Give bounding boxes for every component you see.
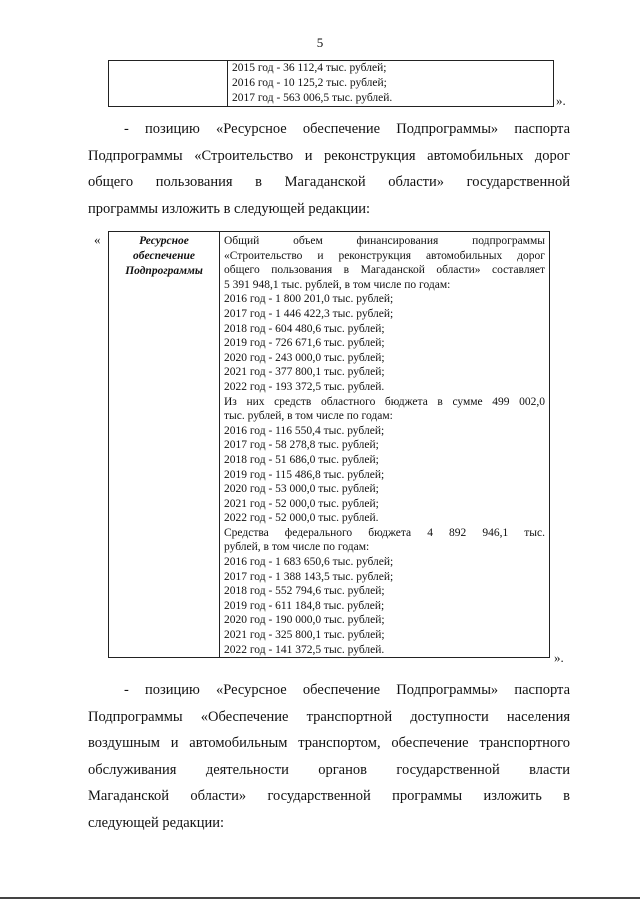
paragraph-line: следующей редакции: <box>88 814 225 831</box>
resource-header-cell <box>109 232 220 658</box>
content-line: 2020 год - 53 000,0 тыс. рублей; <box>224 483 379 496</box>
table1-line: 2016 год - 10 125,2 тыс. рублей; <box>232 77 387 89</box>
content-line: 2021 год - 52 000,0 тыс. рублей; <box>224 497 379 510</box>
header-line: Ресурсное <box>139 235 189 247</box>
content-line: 2020 год - 243 000,0 тыс. рублей; <box>224 351 385 364</box>
paragraph-line: обслуживания деятельности органов государственной власти <box>88 761 570 778</box>
continuation-left-cell <box>109 61 228 107</box>
continuation-right-cell <box>228 61 554 107</box>
content-line: 2017 год - 1 446 422,3 тыс. рублей; <box>224 307 394 320</box>
resource-table <box>108 231 550 658</box>
page-number: 5 <box>316 35 324 50</box>
content-line: 2020 год - 190 000,0 тыс. рублей; <box>224 614 385 627</box>
content-line: Средства федерального бюджета 4 892 946,1 тыс. <box>224 526 545 539</box>
paragraph-line: Магаданской области» государственной программы изложить в <box>88 788 570 804</box>
paragraph-1 <box>88 116 570 222</box>
content-line: 2021 год - 325 800,1 тыс. рублей; <box>224 629 385 642</box>
content-line: 2019 год - 115 486,8 тыс. рублей; <box>224 468 385 481</box>
content-line: 2021 год - 377 800,1 тыс. рублей; <box>224 366 385 379</box>
content-line: 2022 год - 193 372,5 тыс. рублей. <box>224 380 385 393</box>
table1-close-quote: ». <box>556 93 566 108</box>
continuation-table <box>108 60 554 107</box>
content-line: 2018 год - 552 794,6 тыс. рублей; <box>224 585 385 598</box>
header-line: обеспечение <box>133 250 195 262</box>
content-line: общего пользования в Магаданской области» составляет <box>224 264 545 277</box>
table1-line: 2015 год - 36 112,4 тыс. рублей; <box>232 62 387 74</box>
paragraph-line: воздушным и автомобильным транспортом, обеспечение транспортного <box>88 735 570 751</box>
paragraph-line: - позицию «Ресурсное обеспечение Подпрограммы» паспорта <box>124 682 570 698</box>
content-line: Из них средств областного бюджета в сумме 499 002,0 <box>224 395 545 408</box>
content-line: рублей, в том числе по годам: <box>224 541 370 554</box>
content-line: 2016 год - 1 683 650,6 тыс. рублей; <box>224 556 394 569</box>
paragraph-2 <box>88 677 570 836</box>
content-line: 2017 год - 58 278,8 тыс. рублей; <box>224 439 379 452</box>
content-line: 2022 год - 52 000,0 тыс. рублей. <box>224 512 379 525</box>
resource-content-cell <box>220 232 550 658</box>
content-line: 2018 год - 51 686,0 тыс. рублей; <box>224 453 379 466</box>
content-line: «Строительство и реконструкция автомобильных дорог <box>224 249 545 262</box>
content-line: 2018 год - 604 480,6 тыс. рублей; <box>224 322 385 335</box>
content-line: 2016 год - 116 550,4 тыс. рублей; <box>224 424 385 437</box>
table1-line: 2017 год - 563 006,5 тыс. рублей. <box>232 92 393 104</box>
content-line: 5 391 948,1 тыс. рублей, в том числе по годам: <box>224 278 451 291</box>
content-line: 2017 год - 1 388 143,5 тыс. рублей; <box>224 570 394 583</box>
paragraph-line: Подпрограммы «Строительство и реконструкция автомобильных дорог <box>88 147 570 164</box>
table2-open-quote: « <box>94 232 101 247</box>
content-line: 2022 год - 141 372,5 тыс. рублей. <box>224 643 385 656</box>
paragraph-line: - позицию «Ресурсное обеспечение Подпрограммы» паспорта <box>124 121 570 137</box>
paragraph-line: Подпрограммы «Обеспечение транспортной доступности населения <box>88 708 570 725</box>
content-line: 2016 год - 1 800 201,0 тыс. рублей; <box>224 293 394 306</box>
content-line: 2019 год - 726 671,6 тыс. рублей; <box>224 337 385 350</box>
content-line: 2019 год - 611 184,8 тыс. рублей; <box>224 599 385 612</box>
content-line: Общий объем финансирования подпрограммы <box>224 235 545 247</box>
page-bottom-border <box>0 897 640 899</box>
table2-close-quote: ». <box>554 650 564 665</box>
paragraph-line: общего пользования в Магаданской области» государственной <box>88 174 570 190</box>
content-line: тыс. рублей, в том числе по годам: <box>224 410 393 423</box>
paragraph-line: программы изложить в следующей редакции: <box>88 200 371 217</box>
header-line: Подпрограммы <box>125 265 203 277</box>
